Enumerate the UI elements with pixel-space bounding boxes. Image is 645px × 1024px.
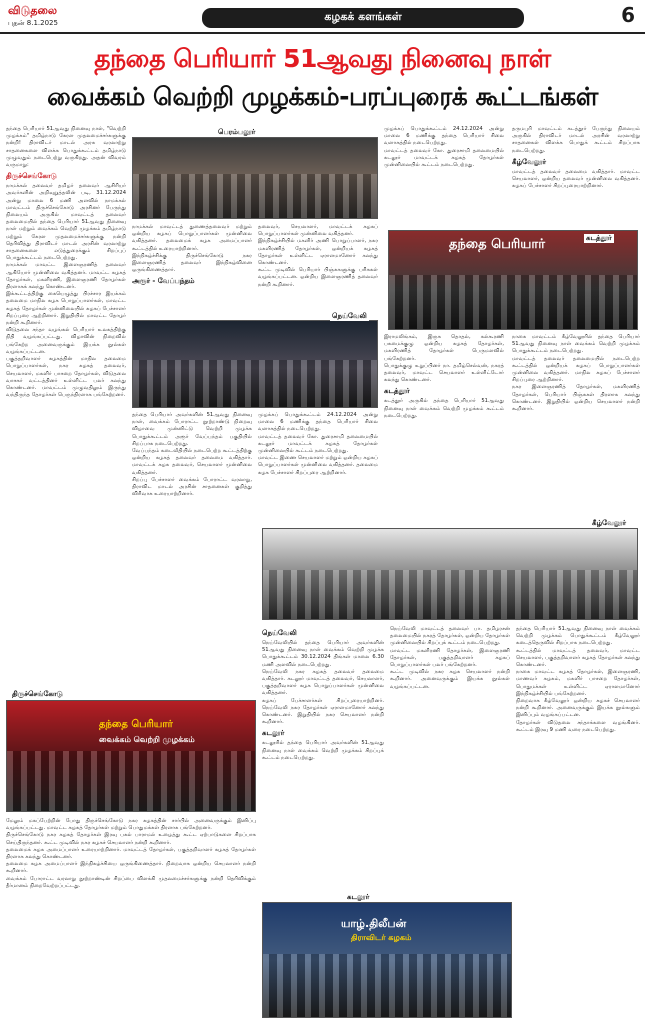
article-paragraph: நெய்வேலியில் தந்தை பெரியார் அவர்களின் 51ஆவது நினைவு நாள் வைக்கம் வெற்றி முழக்க பொதுக்கூட்டம் 30.12.2024 திங்கள் மாலை 6.30 மணி அளவில் நடைபெற்றது. — [262, 640, 384, 668]
article-paragraph: மாவட்டத் தலைவர் கோ. துரைசாமி தலைமையில் கடலூர் மாவட்டக் கழகத் தோழர்கள் முன்னிலையில் கூட்டம் நடைபெற்றது. — [258, 433, 378, 455]
article-paragraph: நாமக்கல் தலைவர் தமிழர் தலைவர் ஆசிரியர் அவர்களின் அறிவுறுத்தலின் படி, 31.12.2024 அன்று மாலை 6 மணி அளவில் நாமக்கல் மாவட்டம் திருச்செங்கோடு அரசினர் பேருந்து நிலையம் அருகில் மாவட்டத் தலைவர் தலைமையில் தந்தை பெரியார் 51ஆவது நினைவு நாள் மற்றும் வைக்கம் வெற்றி முழக்கம் தமிழ்நாடு மற்றும் கேரள முதலமைச்சர்களுக்கு நன்றி தெரிவித்து திராவிடர் மாடல் அரசின் வரலாற்று சாதனைகளை எடுத்துரைக்கும் சிறப்புப் பொதுக்கூட்டம் நடைபெற்றது. — [6, 183, 126, 262]
article-paragraph: தந்தை பெரியார் 51ஆவது நினைவு நாள் வைக்கம் வெற்றி முழக்கம் பொதுக்கூட்டம் கீழ்வேலூர் கடைத்தெருவில் சிறப்பாக நடைபெற்றது. — [516, 626, 640, 647]
article-paragraph: நாமக்கல் மாவட்ட இளைஞரணித் தலைவர் ஆகியோர் முன்னிலை வகித்தனர். மாவட்ட கழகத் தோழர்கள், மகளிரணி, இளைஞரணி தோழர்கள் திரளாகக் கலந்து கொண்டனர். — [6, 262, 126, 291]
article-paragraph: கூட்ட முடிவில் பெரியார் பிஞ்சுகளுக்கு பரிசுகள் வழங்கப்பட்டன. ஒன்றிய இளைஞரணித் தலைவர் நன்றி கூறினார். — [258, 267, 378, 288]
headline-secondary: வைக்கம் வெற்றி முழக்கம்-பரப்புரைக் கூட்டங்கள் — [47, 82, 598, 111]
article-paragraph: பகுத்தறிவாளர் கழகத்தின் மாநில தலைமை பொறுப்பாளர்கள், நகர கழகத் தலைவர், செயலாளர், மகளிர் பாசறை தோழர்கள், விடுதலை வாசகர் வட்டத்தினர் உள்ளிட்ட பலர் கலந்து கொண்டனர். மாவட்டம் முழுவதிலும் இருந்து வந்திருந்த தோழர்கள் பெருந்திரளாக பங்கேற்றனர். — [6, 356, 126, 399]
column-1 — [6, 126, 126, 686]
banner-thanthai-periyar: தந்தை பெரியார் — [449, 237, 545, 252]
article-paragraph: இக்கூட்டத்திற்கு கையெழுத்து பிரச்சார இயக்கம் தலைமை மாநில கழக பொறுப்பாளர்கள், மாவட்ட கழகத் தோழர்கள் முன்னிலையில் கழகப் பேச்சாளர் சிறப்புரை ஆற்றினார். இறுதியில் மாவட்ட தோழர் நன்றி கூறினார். — [6, 291, 126, 327]
article-paragraph: இந்நிகழ்ச்சிக்கு திருச்செங்கோடு நகர இளைஞரணித் தலைவர் இந்நிகழ்வினை ஒருங்கிணைத்தார். — [132, 252, 252, 274]
article-paragraph: கடலூரில் தந்தை பெரியார் அவர்களின் 51ஆவது நினைவு நாள் வைக்கம் வெற்றி முழக்கம் சிறப்புக் கூட்டம் நடைபெற்றது. — [262, 740, 384, 761]
article-paragraph: கடத்தூர் அருகில் தந்தை பெரியார் 51ஆவது நினைவு நாள் வைக்கம் வெற்றி முழக்கம் கூட்டம் நடைபெற்றது. — [384, 398, 504, 419]
article-paragraph: இராமலிங்கம், இருசு தொதல், கல்கூரணி பசுமைக்குழு ஒன்றிய கழகத் தோழர்கள், மகளிரணித் தோழர்கள் பெருமளவில் பங்கேற்றனர். — [384, 334, 504, 362]
photo-caption: திருச்செங்கோடு — [12, 690, 63, 698]
article-paragraph: மாவட்டத் தலைவர் கோ. துரைசாமி தலைமையில் கடலூர் மாவட்டக் கழகத் தோழர்கள் முன்னிலையில் கூட்டம் நடைபெற்றது. — [384, 147, 504, 169]
article-paragraph: சிறப்பு பேச்சாளர் வைக்கம் போராட்ட வரலாறு, திராவிட மாடல் அரசின் சாதனைகள் குறித்து விரிவாக உரையாற்றினார். — [132, 476, 252, 498]
headline-primary: தந்தை பெரியார் 51ஆவது நினைவு நாள் — [94, 44, 551, 73]
article-paragraph: தந்தை பெரியார் அவர்களின் 51ஆவது நினைவு நாள், வைக்கம் போராட்ட நூற்றாண்டு நிறைவு விழாவை முன்னிட்டு வெற்றி முழக்க பொதுக்கூட்டம் அரூர் வேப்பந்தம் பகுதியில் சிறப்பாக நடைபெற்றது. — [132, 412, 252, 447]
banner-yaazh: யாழ்.திலீபன் — [341, 917, 407, 930]
subhead-kadalur: கடலூர் — [262, 729, 285, 738]
article-paragraph: விடுதலை சந்தா வழங்கல் பெரியார் உலகத்திற்கு நிதி வழங்கப்பட்டது. விழாவின் நிறைவில் பங்கேற்ற அனைவருக்கும் இயக்க நூல்கள் வழங்கப்பட்டன. — [6, 327, 126, 355]
column-5-middle — [512, 334, 640, 526]
crowd-image — [7, 751, 255, 812]
photo-keezhvelur — [262, 528, 638, 620]
article-paragraph: நாமக்கல் மாவட்டத் துணைத்தலைவர் மற்றும் ஒன்றிய கழகப் பொறுப்பாளர்கள் முன்னிலை வகித்தனர். தலைமைக் கழக அமைப்பாளர் கூட்டத்தில் உரையாற்றினார். — [132, 224, 252, 252]
issue-date: புதன் 8.1.2025 — [8, 19, 58, 27]
article-paragraph: தந்தை பெரியார் 51ஆவது நினைவு நாள், "வெற்றி முழக்கம்" தமிழ்நாடு கேரள முதலமைச்சர்களுக்கு நன்றி! திராவிடர் மாடல் அரசு வரலாற்று சாதனைகளை விளக்க பொதுக்கூட்டம் தமிழ்நாடு முழுவதும் நடைபெற்று வருகிறது. அதன் விவரம் வருமாறு: — [6, 126, 126, 169]
column-5-bottom — [516, 626, 640, 1018]
subhead-keezhvelur: கீழ்வேலூர் — [512, 157, 547, 166]
column-3 — [258, 224, 378, 316]
column-2 — [132, 224, 252, 316]
column-4-lower — [384, 334, 504, 526]
photo-perambalur — [132, 137, 378, 219]
article-paragraph: மாவட்ட மகளிரணி தோழர்கள், இளைஞரணி தோழர்கள், பகுத்தறிவாளர் கழகப் பொறுப்பாளர்கள் பலர் பங்கேற்றனர். — [390, 647, 510, 669]
subhead-kadathur: கடத்தூர் — [384, 387, 410, 396]
masthead: விடுதலை — [8, 4, 58, 17]
article-paragraph: திருச்செங்கோடு நகர கழகத் தோழர்கள் இரவு பகல் பாராமல் உழைத்து கூட்ட ஏற்பாடுகளை சிறப்பாக செய்திருந்தனர். கூட்ட முடிவில் நகர கழகச் செயலாளர் நன்றி கூறினார். — [6, 832, 256, 846]
article-paragraph: பொதுக்குழு உறுப்பினர் நா. தமிழ்செல்வன், நகரத் தலைவர், மாவட்ட செயலாளர் உள்ளிட்டோர் கலந்து கொண்டனர். — [384, 362, 504, 384]
column-2-lower — [132, 412, 252, 554]
article-paragraph: நகர இளைஞரணித் தோழர்கள், மகளிரணித் தோழர்கள், பெரியார் பிஞ்சுகள் திரளாக கலந்து கொண்டனர். இறுதியில் ஒன்றிய செயலாளர் நன்றி கூறினார். — [512, 384, 640, 413]
section-bar — [202, 8, 524, 28]
article-paragraph: வைக்கம் போராட்ட வரலாறு நூற்றாண்டின் சிறப்பை விளக்கி முதலமைச்சர்களுக்கு நன்றி தெரிவிக்கும் தீர்மானம் நிறைவேற்றப்பட்டது. — [6, 875, 256, 889]
article-paragraph: நெய்வேலி நகர கழகத் தலைவர் தலைமை வகித்தார். கடலூர் மாவட்டத் தலைவர், செயலாளர், பகுத்தறிவாளர் கழக பொறுப்பாளர்கள் முன்னிலை வகித்தனர். — [262, 668, 384, 697]
crowd-image — [263, 954, 511, 1017]
article-paragraph: கழகப் பேச்சாளர்கள் சிறப்புரையாற்றினர். நெய்வேலி நகர தோழர்கள் ஏராளமானோர் கலந்து கொண்டனர். இறுதியில் நகர செயலாளர் நன்றி கூறினார். — [262, 697, 384, 726]
column-3-bottom — [262, 626, 384, 896]
subhead-tiruchengode: திருச்செங்கோடு — [6, 172, 57, 181]
photo-tiruchengode — [6, 700, 256, 812]
section-title: கழகக் களங்கள் — [324, 10, 402, 23]
article-paragraph: மாவட்டத் தலைவர் தலைமை வகித்தார். மாவட்ட செயலாளர், ஒன்றிய தலைவர் முன்னிலை வகித்தனர். கழகப் பேச்சாளர் சிறப்புரையாற்றினார். — [512, 168, 640, 190]
page-header — [0, 0, 645, 34]
article-paragraph: கூட்டத்தில் மாவட்டத் தலைவர், மாவட்ட செயலாளர், பகுத்தறிவாளர் கழகத் தோழர்கள் கலந்து கொண்டனர். — [516, 647, 640, 669]
photo-caption: கடத்தூர் — [586, 234, 612, 242]
article-paragraph: வேப்பந்தம் கடைவீதியில் நடைபெற்ற கூட்டத்திற்கு ஒன்றிய கழகத் தலைவர் தலைமை வகித்தார். மாவட்டக் கழக தலைவர், செயலாளர் முன்னிலை வகித்தனர். — [132, 448, 252, 476]
article-paragraph: மேலும் மகப்பேற்றின் போது திருச்செங்கோடு நகர கழகத்தின் சார்பில் அனைவருக்கும் இனிப்பு வழங்கப்பட்டது. மாவட்ட கழகத் தோழர்கள் மற்றும் பொதுமக்கள் திரளாக பங்கேற்றனர். — [6, 818, 256, 832]
column-5 — [512, 126, 640, 230]
article-paragraph: நெய்வேலி மாவட்டத் தலைவர் பா. தமிழரசன் தலைமையில் நகரத் தோழர்கள், ஒன்றிய தோழர்கள் முன்னிலையில் சிறப்புக் கூட்டம் நடைபெற்றது. — [390, 626, 510, 647]
photo-caption: கடலூர் — [347, 893, 370, 901]
photo-caption: பெரம்பலூர் — [218, 128, 256, 136]
photo-caption: நெய்வேலி — [332, 312, 367, 320]
article-paragraph: மாவட்ட இணை செயலாளர் மற்றும் ஒன்றிய கழகப் பொறுப்பாளர்கள் முன்னிலை வகித்தனர். தலைமை கழக பேச்சாளர் சிறப்புரை ஆற்றினார். — [258, 455, 378, 476]
photo-neyveli — [132, 320, 378, 408]
article-paragraph: முழக்கப் பொதுக்கூட்டம் 24.12.2024 அன்று மாலை 6 மணிக்கு தந்தை பெரியார் சிலை வளாகத்தில் நடைபெற்றது. — [258, 412, 378, 433]
crowd-image — [389, 275, 637, 329]
crowd-image — [263, 570, 637, 620]
article-paragraph: நிறைவாக கீழ்வேலூர் ஒன்றிய கழகச் செயலாளர் நன்றி கூறினார். அனைவருக்கும் இயக்க நூல்களும் இனிப்பும் வழங்கப்பட்டன. — [516, 698, 640, 719]
photo-caption: கீழ்வேலூர் — [592, 519, 627, 527]
column-4-bottom — [390, 626, 510, 896]
article-paragraph: நாகை மாவட்ட கழகத் தோழர்கள், இளைஞரணி, மாணவர் கழகம், மகளிர் பாசறை தோழர்கள், பொதுமக்கள் உள்ளிட்ட ஏராளமானோர் இந்நிகழ்ச்சியில் பங்கேற்றனர். — [516, 669, 640, 697]
article-paragraph: முழக்கப் பொதுக்கூட்டம் 24.12.2024 அன்று மாலை 6 மணிக்கு தந்தை பெரியார் சிலை வளாகத்தில் நடைபெற்றது. — [384, 126, 504, 147]
banner-vaikkam: வைக்கம் வெற்றி முழக்கம் — [99, 735, 195, 744]
article-paragraph: தலைமை கழக அமைப்பாளர் இந்நிகழ்ச்சியை ஒருங்கிணைத்தார். நிறைவாக ஒன்றிய செயலாளர் நன்றி கூறினார். — [6, 861, 256, 875]
subhead-aroor: அரூர் - வேப்பந்தம் — [132, 277, 195, 286]
article-paragraph: தலைவர், செயலாளர், மாவட்டக் கழகப் பொறுப்பாளர்கள் முன்னிலை வகித்தனர். — [258, 224, 378, 238]
article-paragraph: தோழர்கள் விடுதலை சந்தாக்களை வழங்கினர். கூட்டம் இரவு 9 மணி வரை நடைபெற்றது. — [516, 719, 640, 733]
column-4 — [384, 126, 504, 230]
photo-kadalur — [262, 902, 512, 1018]
article-paragraph: தருமபுரி மாவட்டம் கடத்தூர் பேருந்து நிலையம் அருகில் திராவிடர் மாடல் அரசின் வரலாற்று சாதனைகள் விளக்க பொதுக் கூட்டம் சிறப்பாக நடைபெற்றது. — [512, 126, 640, 154]
page-number: 6 — [621, 3, 635, 27]
banner-dk: திராவிடர் கழகம் — [351, 933, 412, 942]
article-paragraph: மாவட்டத் தலைவர் தலைமையில் நடைபெற்ற கூட்டத்தில் ஒன்றியக் கழகப் பொறுப்பாளர்கள் முன்னிலை வகித்தனர். மாநில கழகப் பேச்சாளர் சிறப்புரை ஆற்றினார். — [512, 355, 640, 384]
column-1-lower — [6, 818, 256, 1018]
article-paragraph: தலைமைக் கழக அமைப்பாளர் உரையாற்றினார். மாவட்டத் தோழர்கள், பகுத்தறிவாளர் கழகத் தோழர்கள் திரளாக கலந்து கொண்டனர். — [6, 846, 256, 861]
article-paragraph: நாகை மாவட்டம் கீழ்வேலூரில் தந்தை பெரியார் 51ஆவது நினைவு நாள் வைக்கம் வெற்றி முழக்கம் பொதுக்கூட்டம் நடைபெற்றது. — [512, 334, 640, 355]
article-paragraph: இந்நிகழ்ச்சியில் மகளிர் அணி பொறுப்பாளர், நகர மகளிரணித் தோழர்கள், ஒன்றியக் கழகத் தோழர்கள் உள்ளிட்ட ஏராளமானோர் கலந்து கொண்டனர். — [258, 238, 378, 267]
photo-kadathur — [388, 230, 638, 330]
subhead-neyveli: நெய்வேலி — [262, 629, 297, 637]
banner-thanthai-periyar: தந்தை பெரியார் — [99, 719, 173, 730]
crowd-image — [133, 174, 377, 218]
crowd-image — [133, 360, 377, 407]
article-paragraph: கூட்ட முடிவில் நகர கழக செயலாளர் நன்றி கூறினார். அனைவருக்கும் இயக்க நூல்கள் வழங்கப்பட்டன. — [390, 669, 510, 690]
